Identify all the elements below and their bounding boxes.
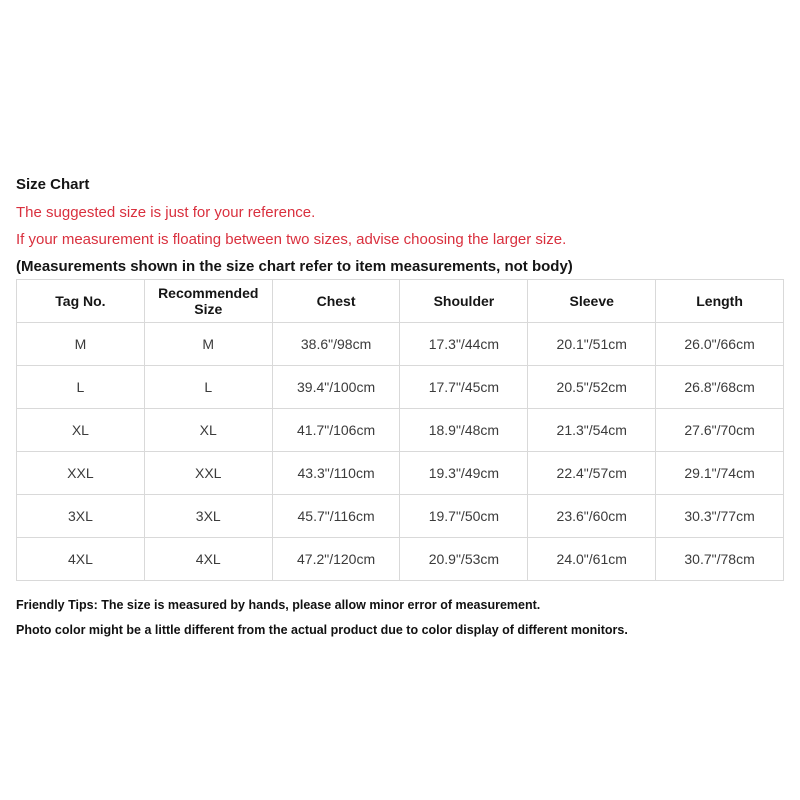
header-cell-3: Shoulder <box>400 280 528 323</box>
table-cell: 30.7"/78cm <box>656 538 784 581</box>
table-cell: 38.6"/98cm <box>272 323 400 366</box>
table-cell: 39.4"/100cm <box>272 366 400 409</box>
table-cell: 4XL <box>17 538 145 581</box>
table-row <box>17 409 784 452</box>
table-cell: XXL <box>144 452 272 495</box>
table-cell: XXL <box>17 452 145 495</box>
reference-note-line-1: The suggested size is just for your reference. <box>16 204 316 221</box>
table-cell: 26.0"/66cm <box>656 323 784 366</box>
header-cell-0: Tag No. <box>17 280 145 323</box>
table-cell: XL <box>17 409 145 452</box>
table-cell: M <box>144 323 272 366</box>
table-cell: 47.2"/120cm <box>272 538 400 581</box>
reference-note-line-2: If your measurement is floating between two sizes, advise choosing the larger size. <box>16 231 567 248</box>
friendly-tips <box>16 599 784 637</box>
table-row <box>17 538 784 581</box>
friendly-tips-line-2: Photo color might be a little different from the actual product due to color display of different monitors. <box>16 623 628 637</box>
table-cell: 23.6"/60cm <box>528 495 656 538</box>
table-row <box>17 366 784 409</box>
table-cell: 19.7"/50cm <box>400 495 528 538</box>
size-chart-content <box>16 177 784 649</box>
table-cell: 20.9"/53cm <box>400 538 528 581</box>
table-row <box>17 323 784 366</box>
table-cell: L <box>17 366 145 409</box>
table-cell: 30.3"/77cm <box>656 495 784 538</box>
table-cell: 24.0"/61cm <box>528 538 656 581</box>
table-cell: 4XL <box>144 538 272 581</box>
size-chart-table <box>16 279 784 581</box>
table-cell: 17.7"/45cm <box>400 366 528 409</box>
size-chart-table-body <box>17 323 784 581</box>
table-cell: 3XL <box>17 495 145 538</box>
table-cell: 21.3"/54cm <box>528 409 656 452</box>
header-row <box>17 280 784 323</box>
page-title: Size Chart <box>16 176 90 193</box>
table-cell: 20.5"/52cm <box>528 366 656 409</box>
table-cell: 41.7"/106cm <box>272 409 400 452</box>
table-cell: M <box>17 323 145 366</box>
header-cell-4: Sleeve <box>528 280 656 323</box>
table-row <box>17 452 784 495</box>
measurement-note: (Measurements shown in the size chart refer to item measurements, not body) <box>16 258 573 275</box>
table-cell: 18.9"/48cm <box>400 409 528 452</box>
table-cell: 45.7"/116cm <box>272 495 400 538</box>
table-cell: 43.3"/110cm <box>272 452 400 495</box>
table-cell: 3XL <box>144 495 272 538</box>
header-cell-2: Chest <box>272 280 400 323</box>
friendly-tips-line-1: Friendly Tips: The size is measured by hands, please allow minor error of measurement. <box>16 598 541 612</box>
size-chart-table-head <box>17 280 784 323</box>
table-cell: 29.1"/74cm <box>656 452 784 495</box>
table-cell: L <box>144 366 272 409</box>
table-cell: 19.3"/49cm <box>400 452 528 495</box>
table-cell: 27.6"/70cm <box>656 409 784 452</box>
table-cell: 26.8"/68cm <box>656 366 784 409</box>
table-cell: 17.3"/44cm <box>400 323 528 366</box>
header-cell-1: Recommended Size <box>144 280 272 323</box>
table-row <box>17 495 784 538</box>
table-cell: XL <box>144 409 272 452</box>
table-cell: 22.4"/57cm <box>528 452 656 495</box>
header-cell-5: Length <box>656 280 784 323</box>
table-cell: 20.1"/51cm <box>528 323 656 366</box>
